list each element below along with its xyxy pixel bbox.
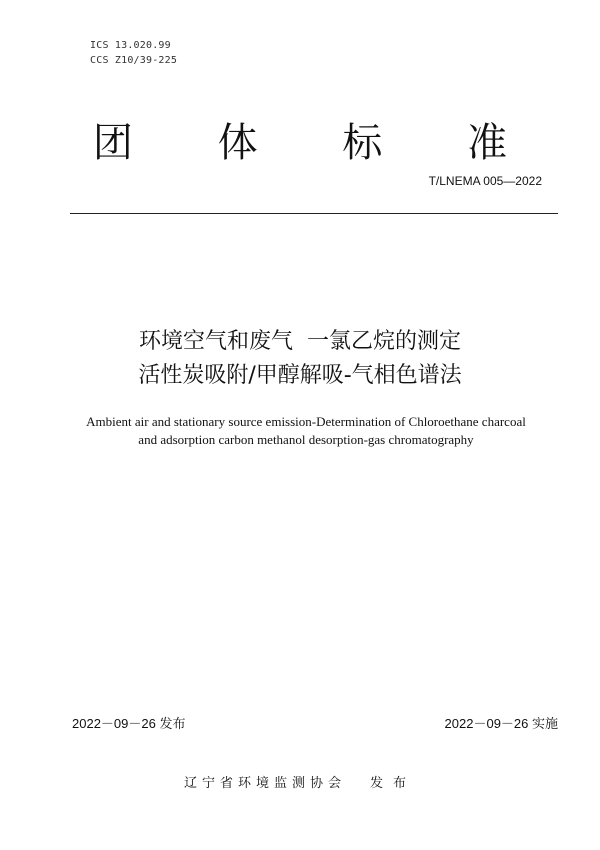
issuer-line xyxy=(0,775,600,793)
ics-code: ICS 13.020.99 xyxy=(90,40,171,51)
release-date: 2022－09－26 发布 xyxy=(72,716,186,731)
english-title-line-1: Ambient air and stationary source emission-Determination of Chloroethane charcoal xyxy=(86,414,526,429)
standard-type-title: 团 体 标 准 xyxy=(92,120,544,166)
chinese-title-line-2: 活性炭吸附/甲醇解吸-气相色谱法 xyxy=(138,363,462,388)
chinese-title-line-1: 环境空气和废气 一氯乙烷的测定 xyxy=(139,329,461,354)
classification-codes xyxy=(90,38,177,68)
issuer-action: 发布 xyxy=(370,776,417,791)
standard-number: T/LNEMA 005—2022 xyxy=(428,174,542,188)
english-title-line-2: and adsorption carbon methanol desorption-gas chromatography xyxy=(138,432,474,447)
issuer-organization: 辽宁省环境监测协会 xyxy=(183,776,346,791)
header-divider xyxy=(70,213,558,214)
ccs-code: CCS Z10/39-225 xyxy=(90,55,178,66)
implementation-date: 2022－09－26 实施 xyxy=(444,716,558,731)
